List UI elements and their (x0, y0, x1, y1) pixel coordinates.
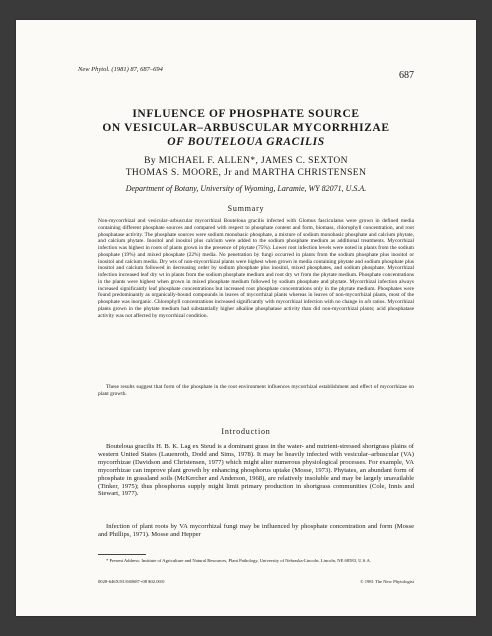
authors-line-2: THOMAS S. MOORE, Jr and MARTHA CHRISTENSEN (125, 168, 367, 178)
issn-line: 0028-646X/81/040687+08 $02.00/0 (98, 579, 165, 584)
summary-conclusion: These results suggest that form of the phosphate in the root environment influences mycorrhizal establishment and effect of mycorrhizae on plant growth. (98, 384, 414, 397)
article-title-line-3: OF BOUTELOUA GRACILIS (167, 136, 325, 148)
affiliation: Department of Botany, University of Wyoming, Laramie, WY 82071, U.S.A. (125, 184, 367, 193)
page-number: 687 (399, 70, 414, 81)
article-title-line-1: INFLUENCE OF PHOSPHATE SOURCE (132, 108, 360, 120)
introduction-paragraph-2: Infection of plant roots by VA mycorrhizal fungi may be influenced by phosphate concentration and form (Mosse and Phillips, 1971). Mosse and Hepper (98, 523, 414, 538)
summary-paragraph: Non-mycorrhizal and vesicular–arbuscular mycorrhizal Bouteloua gracilis infected with Glomus fasciculatus were grown in defined media containing different phosphate sources and compared with respect to phosphate content and form, biomass, chlorophyll concentration, and root phosphatase activity. The phosphate sources were sodium monobasic phosphate, a mixture of sodium monobasic phosphate and calcium phytate, and calcium phytate. Inositol and inositol plus calcium were added to the sodium phosphate medium as additional treatments. Mycorrhizal infection was highest in roots of plants grown in the presence of phytate (75%). Lower root infection levels were noted in plants from the sodium phosphate (19%) and mixed phosphate (22%) media. No penetration by fungi occurred in plants from the sodium phosphate plus inositol or inositol and calcium media. Dry wts of non-mycorrhizal plants were highest when grown in media containing phytate and sodium phosphate plus inositol and calcium followed in decreasing order by sodium phosphate plus inositol, mixed phosphates, and sodium phosphate. Mycorrhizal infection increased leaf dry wt in plants from the sodium phosphate medium and root dry wt from the phytate medium. Phosphate concentrations in the plants were highest when grown in mixed phosphate medium followed by sodium phosphate and phytate. Mycorrhizal infection always increased significantly leaf phosphate concentrations but increased root phosphate concentrations only in the phytate medium. Phosphates were found predominantly as organically-bound compounds in leaves of mycorrhizal plants whereas in leaves of non-mycorrhizal plants, most of the phosphate was inorganic. Chlorophyll concentrations increased significantly with mycorrhizal infection with no change in a/b ratios. Mycorrhizal plants grown in the phytate medium had substantially higher alkaline phosphatase activity than did non-mycorrhizal plants; acid phosphatase activity was not affected by mycorrhizal condition. (98, 218, 414, 319)
introduction-heading: Introduction (221, 427, 271, 436)
summary-heading: Summary (227, 204, 265, 213)
introduction-paragraph-1: Bouteloua gracilis H. B. K. Lag ex Steud is a dominant grass in the water- and nutrient-stressed shortgrass plains of western United States (Lauenroth, Dodd and Sims, 1978). It may be heavily infected with vesicular–arbuscular (VA) mycorrhizae (Davidson and Christensen, 1977) which might alter numerous physiological processes. For example, VA mycorrhizae can improve plant growth by enhancing phosphorus uptake (Mosse, 1973). Phytates, an abundant form of phosphate in grassland soils (McKercher and Anderson, 1968), are relatively insoluble and may be largely unavailable (Tinker, 1975); thus phosphorus supply might limit primary production in shortgrass communities (Cole, Innis and Stewart, 1977). (98, 443, 414, 498)
copyright-line: © 1981 The New Phytologist (360, 579, 414, 584)
footnote-rule (98, 554, 146, 555)
footnote: * Present Address: Institute of Agriculture and Natural Resources, Plant Pathology, University of Nebraska-Lincoln, Lincoln, NE 68583, U.S.A. (106, 558, 371, 563)
article-title-line-2: ON VESICULAR–ARBUSCULAR MYCORRHIZAE (102, 122, 390, 134)
journal-page (16, 20, 476, 616)
running-head: New Phytol. (1981) 87, 687–694 (78, 66, 163, 73)
authors-line-1: By MICHAEL F. ALLEN*, JAMES C. SEXTON (144, 156, 348, 166)
